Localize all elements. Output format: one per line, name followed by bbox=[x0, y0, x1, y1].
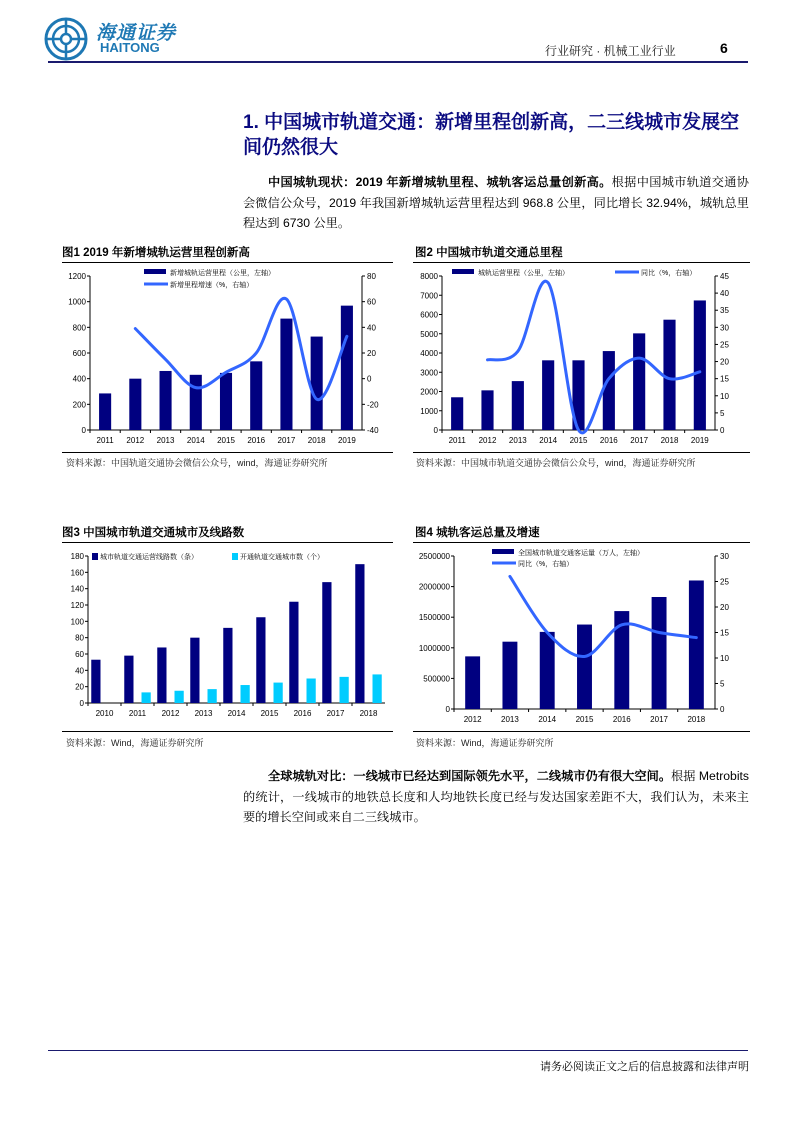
y-tick-label: 4000 bbox=[420, 349, 438, 358]
legend-swatch bbox=[232, 553, 238, 560]
y-tick-label: 2000 bbox=[420, 387, 438, 397]
y-tick-label: 7000 bbox=[420, 291, 438, 301]
logo-chinese-name: 海通证券 bbox=[96, 22, 177, 44]
bar-cities bbox=[142, 692, 151, 703]
footer-divider bbox=[48, 1050, 748, 1051]
bar-cities bbox=[340, 677, 349, 703]
y-tick-label: 1000000 bbox=[418, 643, 450, 653]
figure3-title: 图3 中国城市轨道交通城市及线路数 bbox=[62, 527, 245, 539]
bar-value bbox=[289, 602, 298, 703]
bar-value bbox=[603, 351, 615, 430]
y2-tick-label: 5 bbox=[720, 679, 725, 689]
y2-tick-label: 45 bbox=[720, 272, 729, 281]
bar-value bbox=[129, 379, 141, 430]
figure3-bottom-rule bbox=[62, 731, 393, 732]
figure4-title: 图4 城轨客运总量及增速 bbox=[415, 527, 540, 539]
x-tick-label: 2016 bbox=[612, 715, 631, 724]
y-tick-label: 120 bbox=[70, 601, 84, 610]
y-tick-label: 6000 bbox=[420, 310, 438, 320]
x-tick-label: 2011 bbox=[448, 436, 466, 445]
y-tick-label: 1500000 bbox=[418, 613, 450, 623]
y-tick-label: 80 bbox=[75, 633, 84, 643]
y2-tick-label: 20 bbox=[720, 603, 729, 612]
x-tick-label: 2012 bbox=[126, 436, 145, 445]
y2-tick-label: 35 bbox=[720, 306, 729, 316]
x-tick-label: 2011 bbox=[96, 436, 114, 445]
y-tick-label: 200 bbox=[72, 400, 86, 410]
y-tick-label: 0 bbox=[79, 699, 84, 708]
bar-value bbox=[542, 360, 554, 430]
x-tick-label: 2019 bbox=[337, 436, 356, 445]
legend-label: 同比（%，右轴） bbox=[518, 561, 574, 568]
footer-disclaimer: 请务必阅读正文之后的信息披露和法律声明 bbox=[540, 1061, 749, 1073]
y-tick-label: 3000 bbox=[420, 368, 438, 378]
y-tick-label: 800 bbox=[72, 323, 86, 333]
bar-cities bbox=[175, 691, 184, 703]
x-tick-label: 2013 bbox=[156, 436, 175, 445]
figure2-top-rule bbox=[413, 262, 750, 263]
bar-value bbox=[280, 319, 292, 430]
header-divider bbox=[48, 61, 748, 63]
legend-label: 全国城市轨道交通客运量（万人，左轴） bbox=[518, 550, 644, 557]
x-tick-label: 2019 bbox=[690, 436, 709, 445]
x-tick-label: 2015 bbox=[217, 436, 235, 445]
paragraph-global-comparison bbox=[243, 766, 749, 828]
y2-tick-label: 20 bbox=[720, 357, 729, 367]
bar-value bbox=[322, 582, 331, 703]
bar-value bbox=[311, 337, 323, 430]
bar-cities bbox=[373, 674, 382, 703]
y2-tick-label: 0 bbox=[367, 374, 372, 384]
series-line bbox=[510, 576, 696, 656]
x-tick-label: 2014 bbox=[186, 436, 205, 445]
y-tick-label: 0 bbox=[81, 426, 86, 435]
bar-value bbox=[91, 660, 100, 703]
y-tick-label: 40 bbox=[75, 666, 84, 676]
paragraph-lead: 全球城轨对比：一线城市已经达到国际领先水平，二线城市仍有很大空间。 bbox=[268, 769, 672, 783]
x-tick-label: 2012 bbox=[161, 709, 180, 718]
y2-tick-label: 40 bbox=[367, 323, 376, 333]
legend-swatch bbox=[492, 549, 514, 554]
figure4-chart bbox=[410, 546, 752, 726]
y-tick-label: 180 bbox=[70, 552, 84, 561]
header-section: 行业研究 · 机械工业行业 bbox=[545, 44, 676, 58]
y-tick-label: 1000 bbox=[420, 406, 438, 416]
legend-label: 开通轨道交通城市数（个） bbox=[240, 554, 324, 561]
x-tick-label: 2014 bbox=[538, 715, 557, 724]
legend-label: 同比（%，右轴） bbox=[641, 270, 697, 277]
figure3-chart bbox=[62, 546, 394, 726]
y-tick-label: 1200 bbox=[68, 272, 86, 281]
x-tick-label: 2018 bbox=[660, 436, 679, 445]
x-tick-label: 2016 bbox=[599, 436, 618, 445]
figure4-top-rule bbox=[413, 542, 750, 543]
x-tick-label: 2015 bbox=[260, 709, 279, 718]
y2-tick-label: 0 bbox=[720, 426, 725, 435]
x-tick-label: 2015 bbox=[569, 436, 588, 445]
bar-value bbox=[220, 373, 232, 430]
bar-cities bbox=[274, 683, 283, 703]
bar-value bbox=[502, 642, 517, 709]
y-tick-label: 160 bbox=[70, 568, 84, 578]
legend-swatch bbox=[452, 269, 474, 274]
legend-label: 城市轨道交通运营线路数（条） bbox=[100, 554, 198, 561]
x-tick-label: 2012 bbox=[463, 715, 482, 724]
y2-tick-label: -20 bbox=[367, 400, 379, 410]
y2-tick-label: 25 bbox=[720, 340, 729, 350]
x-tick-label: 2013 bbox=[194, 709, 213, 718]
y-tick-label: 60 bbox=[75, 650, 84, 659]
figure2-source: 资料来源：中国城市轨道交通协会微信公众号，wind，海通证券研究所 bbox=[416, 458, 696, 468]
x-tick-label: 2016 bbox=[247, 436, 266, 445]
y-tick-label: 400 bbox=[72, 374, 86, 384]
y2-tick-label: 30 bbox=[720, 552, 729, 561]
bar-value bbox=[124, 656, 133, 703]
figure3-top-rule bbox=[62, 542, 393, 543]
figure1-title: 图1 2019 年新增城轨运营里程创新高 bbox=[62, 247, 250, 259]
bar-value bbox=[160, 371, 172, 430]
y-tick-label: 0 bbox=[433, 426, 438, 435]
x-tick-label: 2017 bbox=[630, 436, 649, 445]
paragraph-body: 根据 Metrobits 的统计，一线城市的地铁总长度和人均地铁长度已经与发达国家差距不大，我们认为，未来主要的增长空间或来自二三线城市。 bbox=[243, 769, 750, 824]
y2-tick-label: 10 bbox=[720, 654, 729, 663]
bar-cities bbox=[307, 679, 316, 704]
y2-tick-label: 15 bbox=[720, 374, 729, 384]
y-tick-label: 8000 bbox=[420, 272, 438, 281]
y-tick-label: 1000 bbox=[68, 297, 86, 307]
page-number: 6 bbox=[720, 40, 728, 56]
paragraph-lead: 中国城轨现状：2019 年新增城轨里程、城轨客运总量创新高。 bbox=[268, 175, 612, 189]
x-tick-label: 2013 bbox=[501, 715, 519, 724]
figure4-source: 资料来源：Wind，海通证券研究所 bbox=[416, 738, 554, 748]
y-tick-label: 100 bbox=[70, 617, 84, 627]
bar-value bbox=[689, 580, 704, 709]
y2-tick-label: 80 bbox=[367, 272, 376, 281]
figure1-chart bbox=[62, 266, 394, 449]
y2-tick-label: 60 bbox=[367, 297, 376, 307]
figure2-title: 图2 中国城市轨道交通总里程 bbox=[415, 247, 563, 259]
y2-tick-label: 15 bbox=[720, 628, 729, 638]
x-tick-label: 2012 bbox=[478, 436, 497, 445]
paragraph-body: 根据中国城市轨道交通协会微信公众号，2019 年我国新增城轨运营里程达到 968.8 公里，同比增长 32.94%，城轨总里程达到 6730 公里。 bbox=[243, 175, 749, 230]
section-title: 1. 中国城市轨道交通：新增里程创新高，二三线城市发展空间仍然很大 bbox=[243, 112, 740, 158]
y-tick-label: 500000 bbox=[423, 674, 450, 684]
y2-tick-label: 25 bbox=[720, 577, 729, 587]
figure2-bottom-rule bbox=[413, 452, 750, 453]
x-tick-label: 2018 bbox=[687, 715, 706, 724]
bar-value bbox=[451, 397, 463, 430]
bar-cities bbox=[241, 685, 250, 703]
bar-value bbox=[256, 617, 265, 703]
bar-cities bbox=[208, 689, 217, 703]
bar-value bbox=[250, 361, 262, 430]
x-tick-label: 2017 bbox=[650, 715, 668, 724]
bar-value bbox=[512, 381, 524, 430]
y2-tick-label: 30 bbox=[720, 323, 729, 333]
bar-value bbox=[99, 393, 111, 430]
y2-tick-label: 5 bbox=[720, 408, 725, 418]
bar-value bbox=[633, 333, 645, 430]
x-tick-label: 2010 bbox=[95, 709, 114, 718]
x-tick-label: 2014 bbox=[539, 436, 558, 445]
y2-tick-label: -40 bbox=[367, 426, 379, 435]
y2-tick-label: 10 bbox=[720, 391, 729, 401]
y2-tick-label: 20 bbox=[367, 349, 376, 358]
figure4-bottom-rule bbox=[413, 731, 750, 732]
bar-value bbox=[577, 625, 592, 709]
logo-english-name: HAITONG bbox=[100, 40, 160, 55]
bar-value bbox=[190, 375, 202, 430]
legend-swatch bbox=[144, 269, 166, 274]
paragraph-current-status bbox=[243, 172, 749, 234]
x-tick-label: 2017 bbox=[326, 709, 345, 718]
y-tick-label: 2000000 bbox=[418, 582, 450, 592]
y-tick-label: 0 bbox=[445, 705, 450, 714]
x-tick-label: 2016 bbox=[293, 709, 312, 718]
figure1-top-rule bbox=[62, 262, 393, 263]
y2-tick-label: 0 bbox=[720, 705, 725, 714]
x-tick-label: 2013 bbox=[508, 436, 527, 445]
figure1-source: 资料来源：中国轨道交通协会微信公众号，wind，海通证券研究所 bbox=[66, 458, 328, 468]
bar-value bbox=[190, 638, 199, 703]
bar-value bbox=[540, 632, 555, 709]
bar-value bbox=[465, 656, 480, 709]
figure2-chart bbox=[410, 266, 752, 449]
bar-value bbox=[341, 306, 353, 430]
bar-value bbox=[652, 597, 667, 709]
bar-value bbox=[663, 320, 675, 430]
legend-label: 新增城轨运营里程（公里，左轴） bbox=[170, 270, 275, 277]
y-tick-label: 2500000 bbox=[418, 552, 450, 561]
legend-swatch bbox=[92, 553, 98, 560]
figure1-bottom-rule bbox=[62, 452, 393, 453]
bar-value bbox=[694, 300, 706, 430]
legend-label: 城轨运营里程（公里，左轴） bbox=[478, 270, 569, 277]
x-tick-label: 2011 bbox=[128, 709, 147, 718]
y-tick-label: 20 bbox=[75, 682, 84, 692]
x-tick-label: 2018 bbox=[359, 709, 378, 718]
bar-value bbox=[157, 647, 166, 703]
x-tick-label: 2014 bbox=[227, 709, 246, 718]
figure3-source: 资料来源：Wind，海通证券研究所 bbox=[66, 738, 204, 748]
y2-tick-label: 40 bbox=[720, 289, 729, 299]
x-tick-label: 2017 bbox=[277, 436, 296, 445]
y-tick-label: 140 bbox=[70, 584, 84, 594]
y-tick-label: 5000 bbox=[420, 329, 438, 339]
y-tick-label: 600 bbox=[72, 349, 86, 358]
x-tick-label: 2015 bbox=[575, 715, 594, 724]
legend-label: 新增里程增速（%，右轴） bbox=[170, 282, 254, 289]
bar-value bbox=[481, 390, 493, 430]
x-tick-label: 2018 bbox=[307, 436, 326, 445]
bar-value bbox=[355, 564, 364, 703]
bar-value bbox=[223, 628, 232, 703]
